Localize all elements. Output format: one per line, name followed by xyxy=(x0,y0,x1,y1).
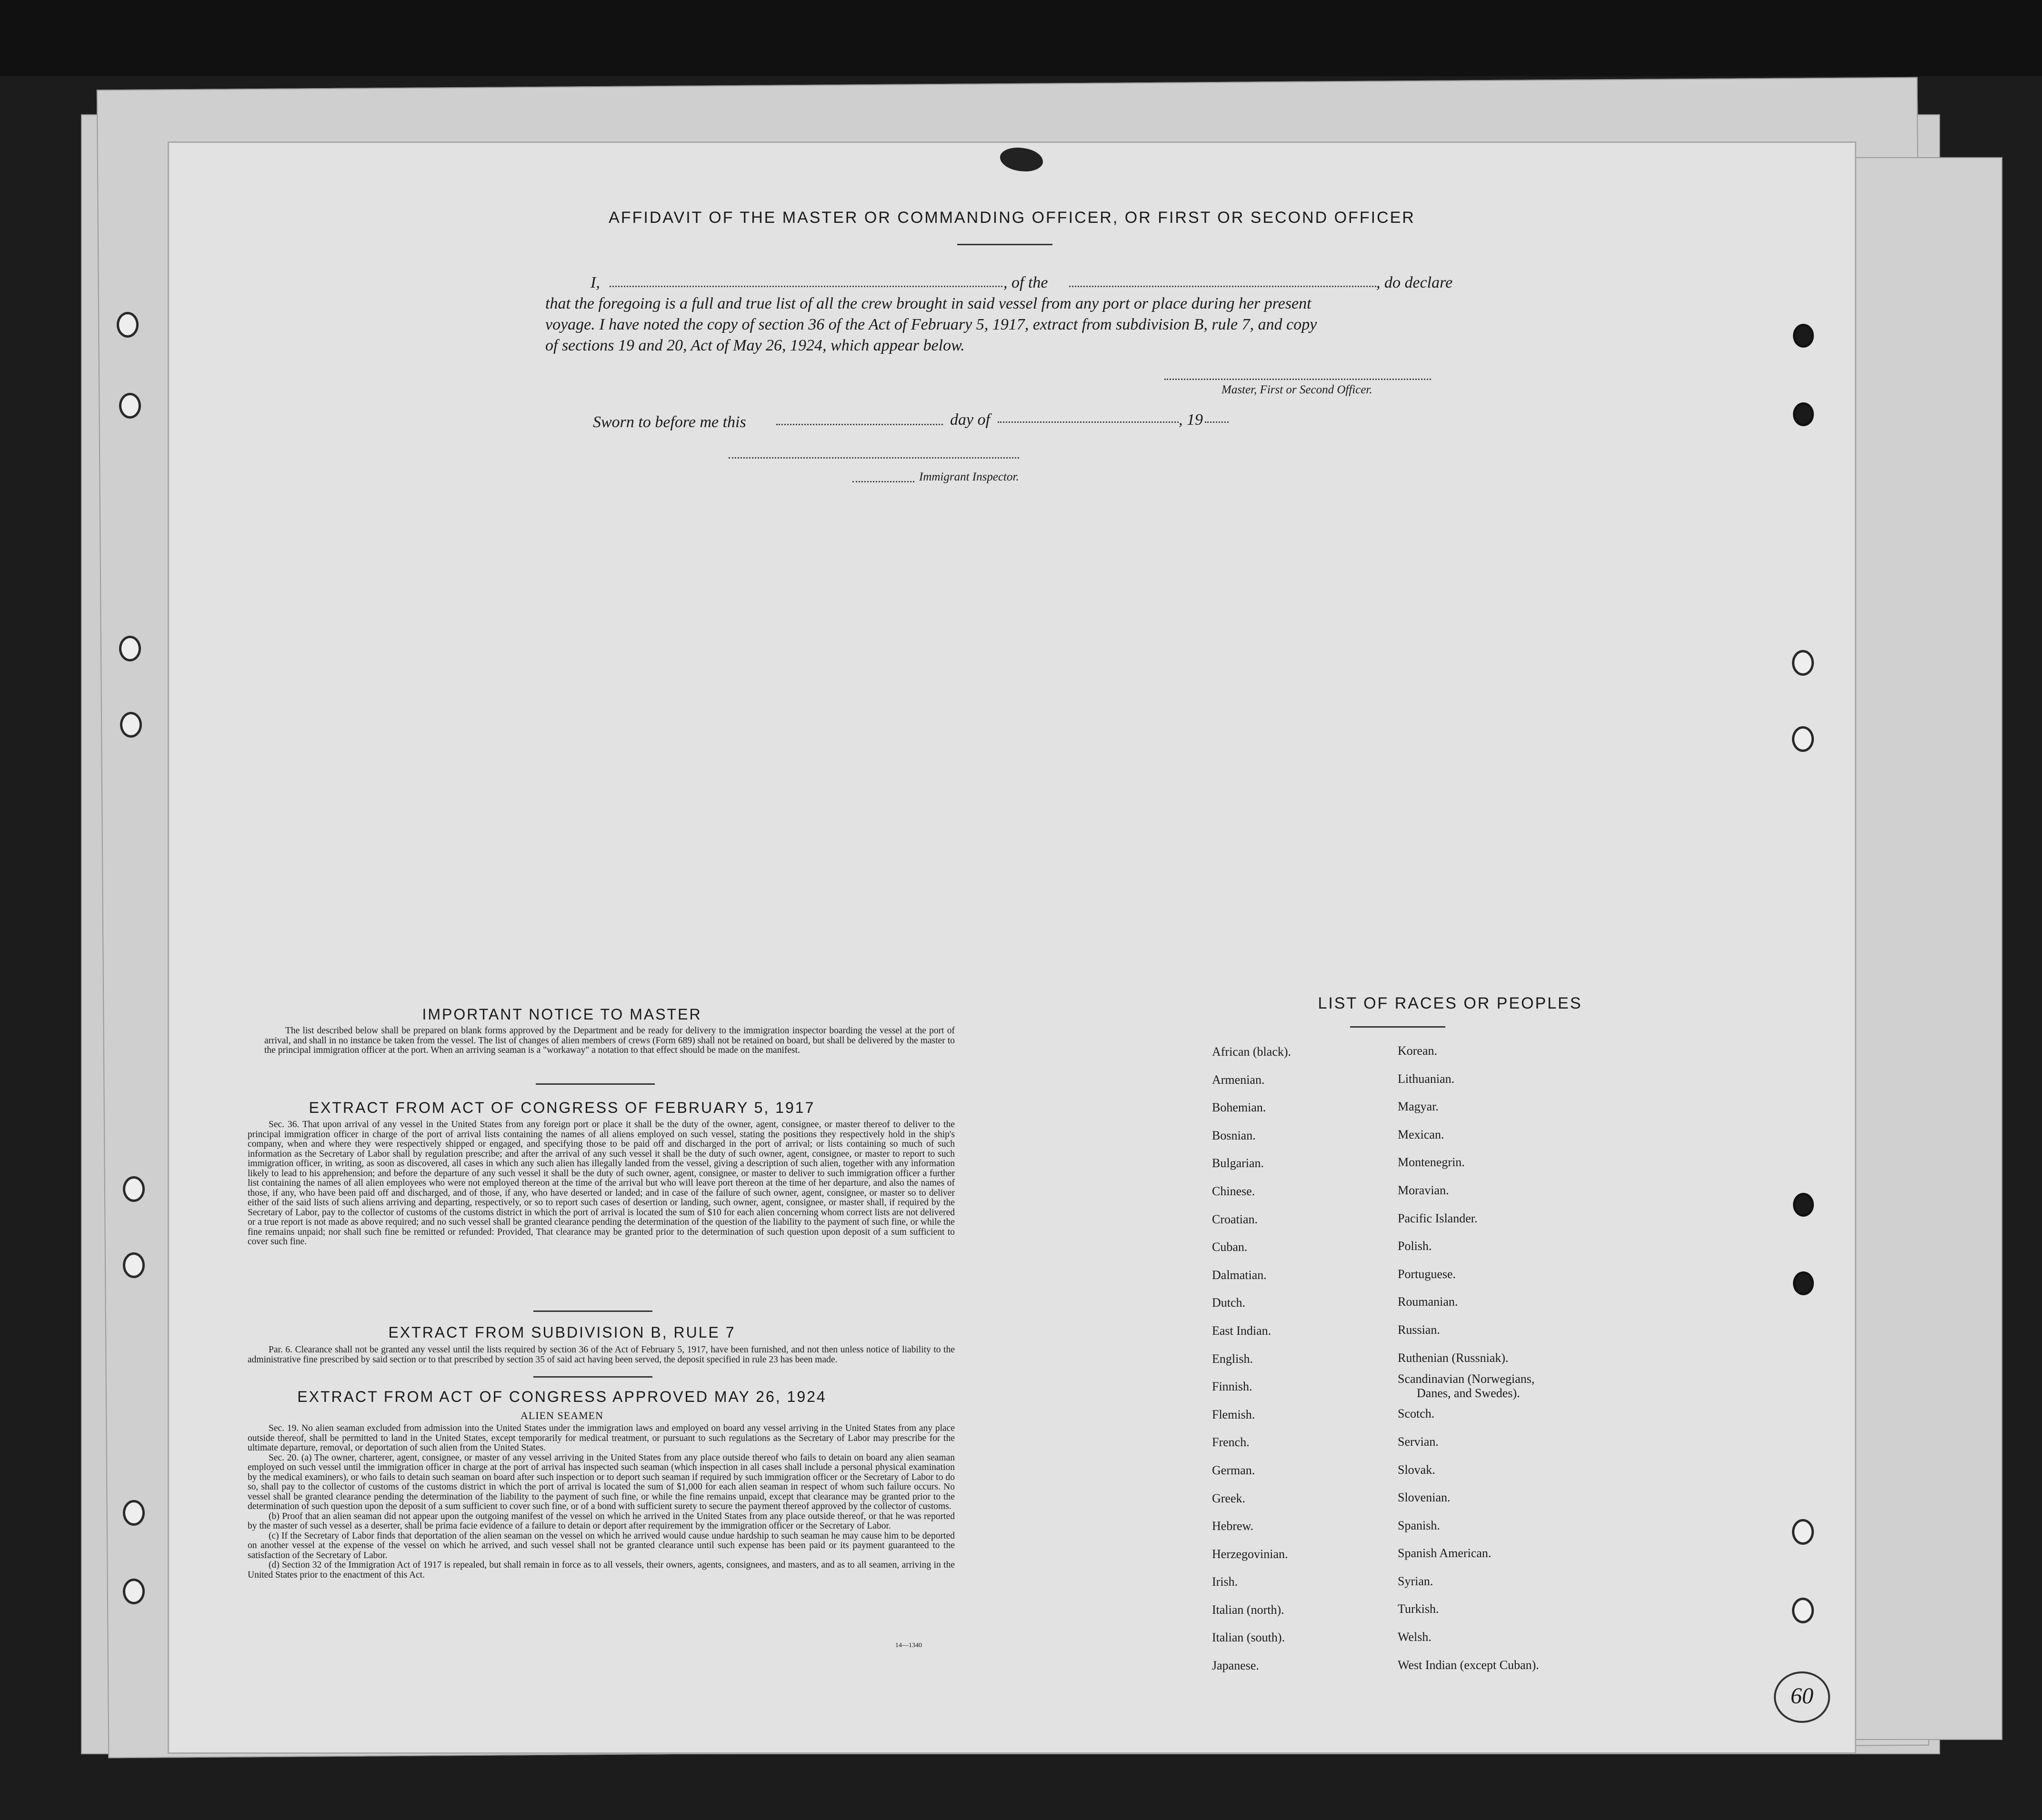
sec36-paragraph: Sec. 36. That upon arrival of any vessel in the United States from any foreign port or place it shall be the duty of the owner, agent, consignee, or master thereof to deliver to the principal immigration officer in charge of the port of arrival lists containing the names of all aliens employed on such vessel, stating the positions they respectively hold in the ship's company, when and where they were respectively shipped or engaged, and specifying those to be paid off and discharged in the port of arrival; or lists containing so much of such information as the Secretary of Labor shall by regulation prescribe; and after the arrival of any such vessel it shall be the duty of such owner, agent, consignee, or master to report to such immigration officer, in writing, as soon as discovered, all cases in which any such alien has illegally landed from the vessel, giving a description of such alien, together with any information likely to lead to his apprehension; and before the departure of any such vessel it shall be the duty of such owner, agent, consignee, or master to deliver to such immigration officer a further list containing the names of all alien employees who were not employed thereon at the time of the arrival but who will leave port thereon at the time of her departure, and also the names of those, if any, who have been paid off and discharged, and of those, if any, who have deserted or landed; and in case of the failure of such owner, agent, consignee, or master so to deliver either of the said lists of such aliens arriving and departing, respectively, or so to report such cases of desertion or landing, such owner, agent, consignee, or master shall, if required by the Secretary of Labor, pay to the collector of customs of the customs district in which the port of arrival is located the sum of $10 for each alien concerning whom correct lists are not delivered or a true report is not made as above required; and no such vessel shall be granted clearance pending the determination of the question of the liability to the payment of such fine, or while the fine remains unpaid; nor shall such fine be remitted or refunded: Provided, That clearance may be granted prior to the determination of such question upon deposit of a sum sufficient to cover such fine. xyxy=(248,1120,955,1247)
binder-hole xyxy=(123,1500,145,1526)
race-item: Lithuanian. xyxy=(1398,1071,1455,1086)
race-item: Irish. xyxy=(1212,1575,1238,1589)
binder-hole xyxy=(123,1176,145,1202)
master-signature-field[interactable] xyxy=(1164,379,1431,380)
race-item: Welsh. xyxy=(1398,1630,1431,1644)
race-item: Finnish. xyxy=(1212,1380,1252,1394)
race-item: Moravian. xyxy=(1398,1183,1449,1197)
binder-hole xyxy=(1793,1193,1814,1217)
race-item: Montenegrin. xyxy=(1398,1155,1465,1170)
race-item: Cuban. xyxy=(1212,1240,1248,1254)
race-item: Ruthenian (Russniak). xyxy=(1398,1350,1509,1365)
race-item: Croatian. xyxy=(1212,1212,1258,1226)
divider xyxy=(536,1083,655,1085)
extract-1917-text xyxy=(248,1120,955,1247)
inspector-signature-field-short[interactable] xyxy=(852,481,914,482)
sworn-month-field[interactable] xyxy=(998,421,1179,423)
race-item: Spanish. xyxy=(1398,1518,1440,1532)
binder-hole xyxy=(1792,1598,1814,1623)
binder-hole xyxy=(123,1579,145,1604)
race-item: Italian (north). xyxy=(1212,1602,1284,1617)
race-item: Spanish American. xyxy=(1398,1546,1491,1560)
extract-1924-text xyxy=(248,1424,955,1580)
race-item: Roumanian. xyxy=(1398,1295,1458,1309)
race-item: Danes, and Swedes). xyxy=(1417,1386,1520,1400)
race-item: Servian. xyxy=(1398,1434,1439,1449)
race-item: Armenian. xyxy=(1212,1072,1265,1087)
race-item: Russian. xyxy=(1398,1322,1440,1337)
affidavit-line-3: of sections 19 and 20, Act of May 26, 1924, which appear below. xyxy=(545,337,965,354)
binder-hole xyxy=(1793,324,1814,348)
binder-hole xyxy=(120,712,142,738)
par6-paragraph: Par. 6. Clearance shall not be granted any vessel until the lists required by section 36 of the Act of February 5, 1917, have been furnished, and not then unless notice of liability to the administrative fine prescribed by said section or to that prescribed by section 35 of said act having been served, the deposit specified in rule 23 has been made. xyxy=(248,1345,955,1365)
race-item: Bulgarian. xyxy=(1212,1156,1264,1170)
races-column-2 xyxy=(1398,1037,1539,1679)
paper-damage-mark xyxy=(1000,148,1043,171)
sec20b-paragraph: (b) Proof that an alien seaman did not appear upon the outgoing manifest of the vessel on which he arrived in the United States from any place outside thereof, or that he was reported by the master of such vessel as a deserter, shall be prima facie evidence of a failure to detain or deport after requirement by the immigration officer or the Secretary of Labor. xyxy=(248,1511,955,1531)
race-item: West Indian (except Cuban). xyxy=(1398,1658,1539,1672)
notice-title: IMPORTANT NOTICE TO MASTER xyxy=(422,1006,702,1023)
binder-hole xyxy=(1792,726,1814,752)
sec20a-paragraph: Sec. 20. (a) The owner, charterer, agent, consignee, or master of any vessel arriving in the United States from any place outside thereof who fails to detain on board any alien seaman employed on such vessel until the immigration officer in charge at the port of arrival has inspected such seaman (which inspection in all cases shall include a personal physical examination by the medical examiners), or who fails to detain such seaman on board after such inspection or to deport such seaman if required by such immigration officer or the Secretary of Labor to do so, shall pay to the collector of customs of the customs district in which the port of arrival is located the sum of $1,000 for each alien seaman in respect of whom such failure occurs. No vessel shall be granted clearance pending the determination of the liability to the payment of such fine, or while the fine remains unpaid, except that clearance may be granted prior to the determination of such question upon the deposit of a sum sufficient to cover such fine, or of a bond with sufficient surety to secure the payment thereof approved by the collector of customs. xyxy=(248,1452,955,1511)
inspector-signature-field[interactable] xyxy=(729,457,1019,459)
binder-hole xyxy=(119,393,141,419)
extract-rule7-text xyxy=(248,1345,955,1365)
race-item: French. xyxy=(1212,1435,1250,1450)
sworn-day-field[interactable] xyxy=(776,424,943,425)
race-item: Portuguese. xyxy=(1398,1267,1456,1281)
sworn-year-field[interactable] xyxy=(1205,421,1229,423)
affidavit-line-2: voyage. I have noted the copy of section 36 of the Act of February 5, 1917, extract from subdivision B, rule 7, and copy xyxy=(545,316,1317,333)
sec19-paragraph: Sec. 19. No alien seaman excluded from admission into the United States under the immigration laws and employed on board any vessel arriving in the United States from any place outside thereof, shall be permitted to land in the United States, except temporarily for medical treatment, or pursuant to such regulations as the Secretary of Labor may prescribe for the ultimate departure, removal, or deportation of such alien from the United States. xyxy=(248,1423,955,1453)
sec20d-paragraph: (d) Section 32 of the Immigration Act of 1917 is repealed, but shall remain in force as to all vessels, their owners, agents, consignees, and masters, and as to all seamen, arriving in the United States prior to the enactment of this Act. xyxy=(248,1560,955,1580)
race-item: Bosnian. xyxy=(1212,1128,1256,1142)
races-title: LIST OF RACES OR PEOPLES xyxy=(1318,994,1582,1012)
race-item: Bohemian. xyxy=(1212,1100,1266,1115)
extract-1917-title: EXTRACT FROM ACT OF CONGRESS OF FEBRUARY 5, 1917 xyxy=(309,1099,815,1116)
race-item: Italian (south). xyxy=(1212,1630,1285,1645)
master-signature-label: Master, First or Second Officer. xyxy=(1221,383,1372,396)
race-item: German. xyxy=(1212,1463,1255,1477)
race-item: English. xyxy=(1212,1351,1253,1366)
manifest-page xyxy=(169,143,1855,1752)
race-item: Hebrew. xyxy=(1212,1519,1254,1533)
race-item: Scotch. xyxy=(1398,1407,1435,1421)
race-item: Dalmatian. xyxy=(1212,1268,1267,1282)
race-item: Syrian. xyxy=(1398,1574,1433,1588)
officer-name-field[interactable] xyxy=(610,286,1002,287)
underlying-page-right xyxy=(1848,157,2002,1740)
binder-hole xyxy=(1793,402,1814,426)
binder-hole xyxy=(119,636,141,661)
inspector-signature-label: Immigrant Inspector. xyxy=(919,470,1019,483)
divider xyxy=(957,244,1052,245)
race-item: Herzegovinian. xyxy=(1212,1547,1288,1561)
affidavit-title: AFFIDAVIT OF THE MASTER OR COMMANDING OFFICER, OR FIRST OR SECOND OFFICER xyxy=(609,209,1415,227)
binder-hole xyxy=(1792,650,1814,676)
notice-paragraph: The list described below shall be prepared on blank forms approved by the Department and be ready for delivery to the immigration inspector boarding the vessel at the port of arrival, and shall in no instance be taken from the vessel. The list of changes of alien members of crews (Form 689) shall not be retained on board, but shall be delivered by the master to the principal immigration officer at the port. When an arriving seaman is a "workaway" a notation to that effect should be made on the manifest. xyxy=(264,1026,955,1055)
race-item: Polish. xyxy=(1398,1239,1432,1253)
binder-hole xyxy=(1792,1519,1814,1545)
divider xyxy=(1350,1026,1445,1028)
race-item: Magyar. xyxy=(1398,1100,1439,1114)
race-item: Mexican. xyxy=(1398,1127,1444,1141)
race-item: African (black). xyxy=(1212,1045,1291,1059)
year-label: , 19 xyxy=(1179,411,1203,429)
race-item: Dutch. xyxy=(1212,1296,1246,1310)
extract-1924-title: EXTRACT FROM ACT OF CONGRESS APPROVED MAY 26, 1924 xyxy=(297,1388,827,1405)
divider xyxy=(533,1310,652,1312)
notice-text xyxy=(264,1026,955,1056)
handwritten-page-number: 60 xyxy=(1774,1671,1830,1723)
day-of-label: day of xyxy=(950,411,991,429)
sworn-label: Sworn to before me this xyxy=(593,413,746,431)
divider xyxy=(533,1376,652,1378)
form-number: 14—1340 xyxy=(895,1642,922,1649)
race-item: Turkish. xyxy=(1398,1602,1439,1616)
background-scan-edge xyxy=(0,0,2042,76)
affidavit-line-1: that the foregoing is a full and true list of all the crew brought in said vessel from any port or place during her present xyxy=(545,295,1311,312)
race-item: Pacific Islander. xyxy=(1398,1211,1478,1225)
race-item: Flemish. xyxy=(1212,1407,1255,1421)
race-item: East Indian. xyxy=(1212,1323,1271,1338)
do-declare-label: , do declare xyxy=(1376,274,1453,291)
affidavit-i-label: I, xyxy=(591,274,600,291)
race-item: Slovak. xyxy=(1398,1462,1435,1477)
race-item: Scandinavian (Norwegians, xyxy=(1398,1372,1535,1386)
extract-rule7-title: EXTRACT FROM SUBDIVISION B, RULE 7 xyxy=(388,1324,736,1341)
binder-hole xyxy=(117,312,139,338)
binder-hole xyxy=(123,1252,145,1278)
race-item: Chinese. xyxy=(1212,1184,1255,1198)
race-item: Slovenian. xyxy=(1398,1490,1451,1505)
race-item: Japanese. xyxy=(1212,1659,1259,1673)
alien-seamen-subtitle: ALIEN SEAMEN xyxy=(521,1410,603,1421)
race-item: Greek. xyxy=(1212,1491,1246,1505)
races-column-1 xyxy=(1212,1038,1291,1680)
sec20c-paragraph: (c) If the Secretary of Labor finds that deportation of the alien seaman on the vessel on which he arrived would cause undue hardship to such seaman he may cause him to be deported on another vessel at the expense of the vessel on which he arrived, and such vessel shall not be granted clearance until such expense has been paid or its payment guaranteed to the satisfaction of the Secretary of Labor. xyxy=(248,1530,955,1560)
race-item: Korean. xyxy=(1398,1044,1438,1058)
binder-hole xyxy=(1793,1271,1814,1295)
vessel-name-field[interactable] xyxy=(1069,286,1376,287)
of-the-label: , of the xyxy=(1003,274,1048,291)
